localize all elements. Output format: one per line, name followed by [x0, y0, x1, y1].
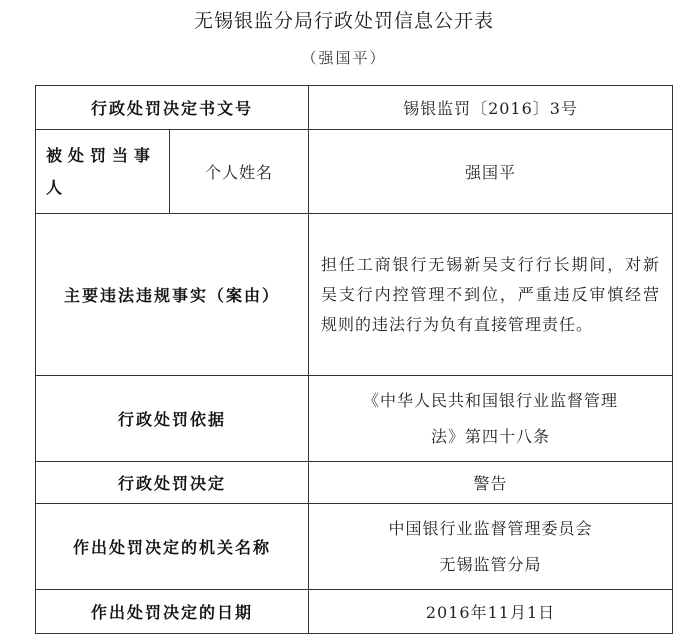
party-label-line2: 人 [46, 177, 69, 197]
page-subtitle: （强国平） [301, 49, 387, 67]
date-label: 作出处罚决定的日期 [36, 590, 309, 634]
authority-value [309, 504, 673, 590]
table-row-facts [36, 214, 673, 376]
decision-number-value: 锡银监罚〔2016〕3号 [309, 86, 673, 130]
authority-value-line1: 中国银行业监督管理委员会 [388, 518, 593, 538]
party-label [36, 130, 170, 214]
basis-value-line1: 《中华人民共和国银行业监督管理 [363, 390, 619, 410]
party-name-value: 强国平 [309, 130, 673, 214]
decision-number-label: 行政处罚决定书文号 [36, 86, 309, 130]
facts-label: 主要违法违规事实（案由） [36, 214, 309, 376]
page-title: 无锡银监分局行政处罚信息公开表 [193, 10, 494, 32]
authority-label: 作出处罚决定的机关名称 [36, 504, 309, 590]
table-row-basis [36, 376, 673, 462]
date-value: 2016年11月1日 [309, 590, 673, 634]
table-row-decision-number [36, 86, 673, 130]
basis-label: 行政处罚依据 [36, 376, 309, 462]
authority-value-line2: 无锡监管分局 [439, 554, 542, 574]
party-name-label: 个人姓名 [170, 130, 309, 214]
table-row-party [36, 130, 673, 214]
table-row-date [36, 590, 673, 634]
decision-value: 警告 [309, 462, 673, 504]
penalty-info-table [35, 85, 673, 634]
table-row-authority [36, 504, 673, 590]
basis-value [309, 376, 673, 462]
basis-value-line2: 法》第四十八条 [431, 426, 551, 446]
table-row-decision [36, 462, 673, 504]
party-label-line1: 被处罚当事 [46, 145, 157, 165]
facts-value: 担任工商银行无锡新吴支行行长期间，对新吴支行内控管理不到位，严重违反审慎经营规则的违法行为负有直接管理责任。 [309, 214, 673, 376]
decision-label: 行政处罚决定 [36, 462, 309, 504]
